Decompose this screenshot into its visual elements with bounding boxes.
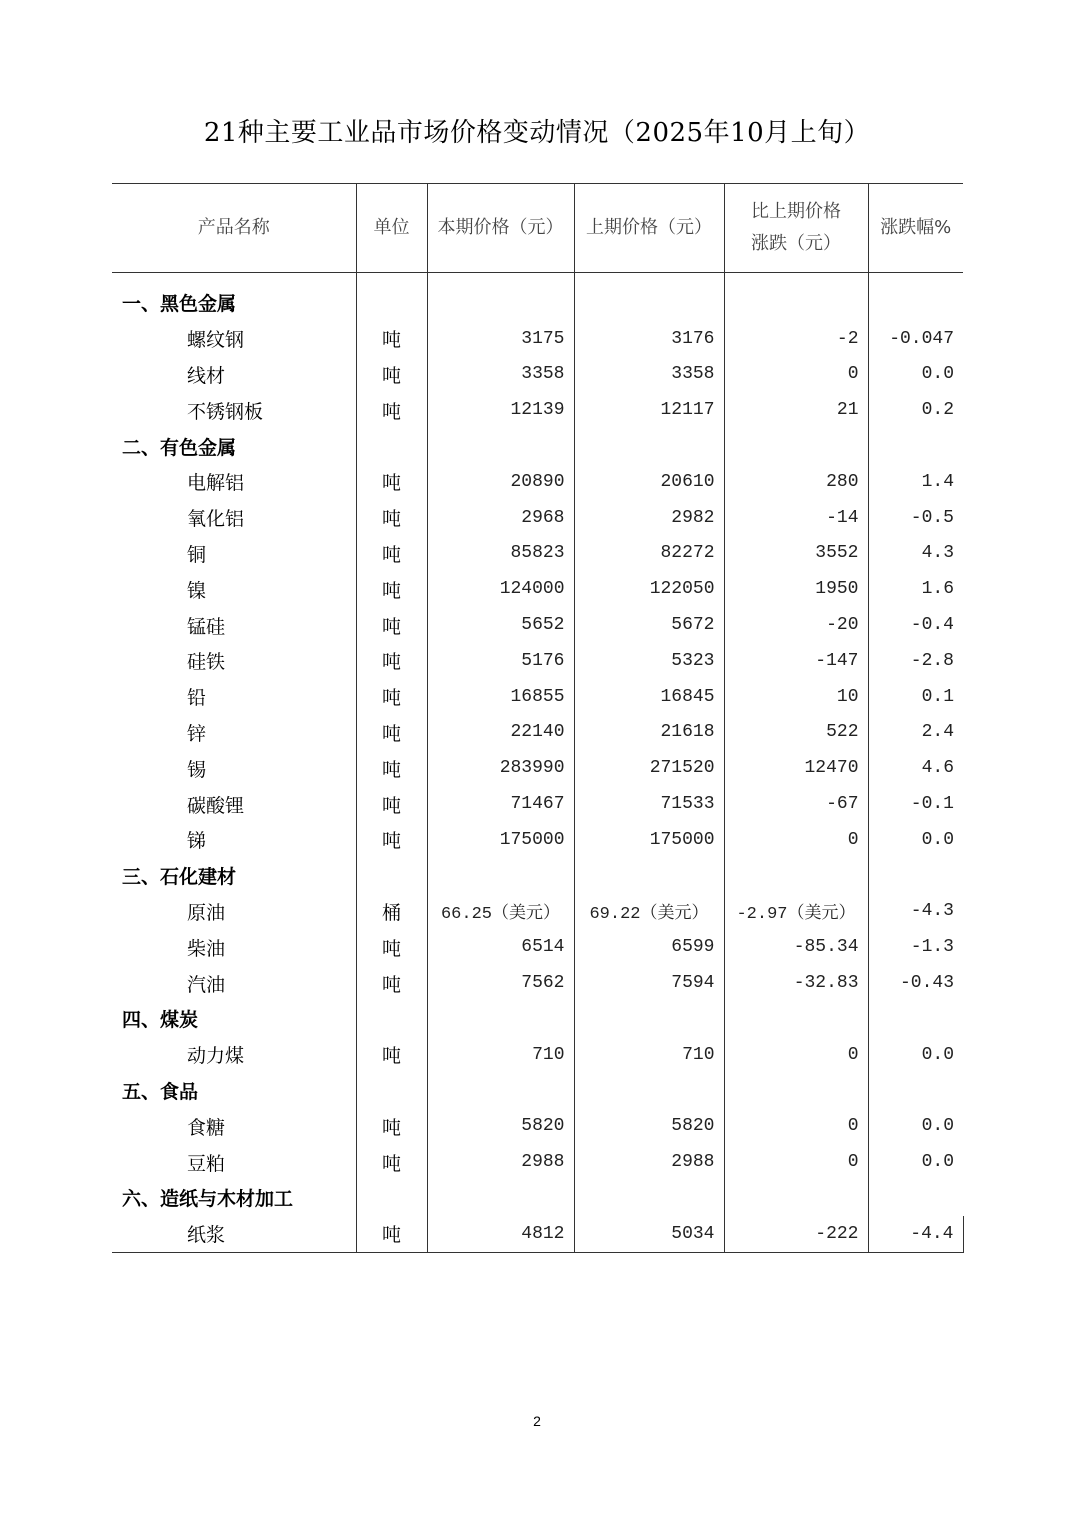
product-name: 原油 <box>187 901 226 924</box>
price-change-cell: 0 <box>724 357 868 393</box>
price-change-cell <box>724 1180 868 1216</box>
current-price-cell: 3358 <box>427 357 574 393</box>
change-percent-cell: -4.4 <box>868 1216 963 1252</box>
category-name: 一、黑色金属 <box>122 293 237 316</box>
previous-price-cell <box>574 1001 724 1037</box>
price-change-cell: -147 <box>724 643 868 679</box>
table-row <box>112 536 963 572</box>
table-header <box>112 184 963 273</box>
price-change-cell: -67 <box>724 786 868 822</box>
price-change-cell: 522 <box>724 715 868 751</box>
unit-cell: 吨 <box>356 1037 427 1073</box>
unit-cell: 吨 <box>356 500 427 536</box>
previous-price-cell: 5323 <box>574 643 724 679</box>
previous-price-cell <box>574 428 724 464</box>
category-name: 二、有色金属 <box>122 436 237 459</box>
unit-cell <box>356 1073 427 1109</box>
change-percent-cell: -0.5 <box>868 500 963 536</box>
product-name: 锑 <box>187 830 207 853</box>
table-row <box>112 1108 963 1144</box>
product-name: 豆粕 <box>187 1152 226 1175</box>
current-price-cell: 5176 <box>427 643 574 679</box>
current-price-cell: 22140 <box>427 715 574 751</box>
current-price-cell: 71467 <box>427 786 574 822</box>
unit-cell: 吨 <box>356 536 427 572</box>
product-name: 锰硅 <box>187 615 226 638</box>
unit-cell: 吨 <box>356 464 427 500</box>
table-row <box>112 1144 963 1180</box>
category-row <box>112 428 963 464</box>
current-price-cell: 7562 <box>427 965 574 1001</box>
product-name: 汽油 <box>187 973 226 996</box>
current-price-cell <box>427 428 574 464</box>
previous-price-cell: 175000 <box>574 822 724 858</box>
unit-cell: 吨 <box>356 321 427 357</box>
previous-price-cell <box>574 858 724 894</box>
unit-cell: 吨 <box>356 1144 427 1180</box>
product-name: 硅铁 <box>187 651 226 674</box>
price-change-cell: -85.34 <box>724 929 868 965</box>
product-name: 镍 <box>187 579 207 602</box>
current-price-cell <box>427 273 574 321</box>
price-change-cell: -20 <box>724 607 868 643</box>
unit-cell: 吨 <box>356 1108 427 1144</box>
table-row <box>112 571 963 607</box>
category-row <box>112 1001 963 1037</box>
change-percent-cell: -0.047 <box>868 321 963 357</box>
unit-cell: 吨 <box>356 822 427 858</box>
table-row <box>112 894 963 930</box>
price-table <box>112 183 964 1253</box>
previous-price-cell: 21618 <box>574 715 724 751</box>
previous-price-cell: 12117 <box>574 392 724 428</box>
header-previous-price: 上期价格（元） <box>574 184 724 273</box>
unit-cell <box>356 273 427 321</box>
change-percent-cell <box>868 428 963 464</box>
product-name: 锡 <box>187 758 207 781</box>
unit-cell: 吨 <box>356 357 427 393</box>
price-change-cell <box>724 1073 868 1109</box>
page-title: 21种主要工业品市场价格变动情况（2025年10月上旬） <box>203 118 871 148</box>
product-name: 锌 <box>187 722 207 745</box>
price-change-cell: -2 <box>724 321 868 357</box>
change-percent-cell <box>868 858 963 894</box>
price-change-cell: 21 <box>724 392 868 428</box>
unit-cell: 吨 <box>356 750 427 786</box>
unit-cell <box>356 1001 427 1037</box>
price-change-cell: 0 <box>724 1144 868 1180</box>
table-row <box>112 500 963 536</box>
price-change-cell: 10 <box>724 679 868 715</box>
price-change-cell: -2.97（美元） <box>724 894 868 930</box>
unit-cell: 吨 <box>356 607 427 643</box>
category-row <box>112 273 963 321</box>
change-percent-cell: 4.6 <box>868 750 963 786</box>
product-name: 动力煤 <box>187 1045 245 1068</box>
category-name: 三、石化建材 <box>122 866 237 889</box>
current-price-cell: 16855 <box>427 679 574 715</box>
previous-price-cell: 2988 <box>574 1144 724 1180</box>
table-row <box>112 822 963 858</box>
price-change-cell: 1950 <box>724 571 868 607</box>
header-unit: 单位 <box>356 184 427 273</box>
previous-price-cell: 5034 <box>574 1216 724 1252</box>
previous-price-cell: 122050 <box>574 571 724 607</box>
table-row <box>112 321 963 357</box>
current-price-cell: 6514 <box>427 929 574 965</box>
header-price-change <box>724 184 868 273</box>
price-change-cell: -14 <box>724 500 868 536</box>
table-row <box>112 750 963 786</box>
change-percent-cell: -0.1 <box>868 786 963 822</box>
previous-price-cell: 271520 <box>574 750 724 786</box>
header-product-name: 产品名称 <box>112 184 356 273</box>
current-price-cell: 85823 <box>427 536 574 572</box>
unit-cell <box>356 1180 427 1216</box>
previous-price-cell: 82272 <box>574 536 724 572</box>
product-name: 铜 <box>187 543 207 566</box>
change-percent-cell: 0.2 <box>868 392 963 428</box>
current-price-cell: 3175 <box>427 321 574 357</box>
unit-cell <box>356 858 427 894</box>
previous-price-cell: 5820 <box>574 1108 724 1144</box>
price-change-cell: 0 <box>724 1108 868 1144</box>
product-name: 线材 <box>187 364 226 387</box>
price-change-cell: 12470 <box>724 750 868 786</box>
change-percent-cell <box>868 273 963 321</box>
header-row <box>112 184 963 273</box>
change-percent-cell: 1.6 <box>868 571 963 607</box>
current-price-cell <box>427 1001 574 1037</box>
change-percent-cell: 4.3 <box>868 536 963 572</box>
current-price-cell <box>427 1180 574 1216</box>
change-percent-cell: 0.0 <box>868 357 963 393</box>
category-name: 五、食品 <box>122 1080 199 1103</box>
header-price-change-line2: 涨跌（元） <box>751 233 841 254</box>
header-change-percent: 涨跌幅% <box>868 184 963 273</box>
current-price-cell: 5652 <box>427 607 574 643</box>
previous-price-cell: 3358 <box>574 357 724 393</box>
previous-price-cell: 5672 <box>574 607 724 643</box>
previous-price-cell: 69.22（美元） <box>574 894 724 930</box>
change-percent-cell: 0.0 <box>868 1037 963 1073</box>
table-row <box>112 715 963 751</box>
change-percent-cell: -0.43 <box>868 965 963 1001</box>
change-percent-cell: 2.4 <box>868 715 963 751</box>
table-row <box>112 357 963 393</box>
previous-price-cell: 71533 <box>574 786 724 822</box>
product-name: 纸浆 <box>112 1216 356 1252</box>
unit-cell: 桶 <box>356 894 427 930</box>
current-price-cell: 175000 <box>427 822 574 858</box>
product-name: 电解铝 <box>187 472 245 495</box>
change-percent-cell: -2.8 <box>868 643 963 679</box>
unit-cell: 吨 <box>356 786 427 822</box>
category-row <box>112 1180 963 1216</box>
change-percent-cell: 1.4 <box>868 464 963 500</box>
product-name: 柴油 <box>187 937 226 960</box>
unit-cell: 吨 <box>356 929 427 965</box>
table-row <box>112 1037 963 1073</box>
table-row <box>112 607 963 643</box>
previous-price-cell <box>574 273 724 321</box>
unit-cell: 吨 <box>356 679 427 715</box>
category-name: 六、造纸与木材加工 <box>122 1188 294 1211</box>
unit-cell: 吨 <box>356 965 427 1001</box>
price-change-cell: -222 <box>724 1216 868 1252</box>
table-body <box>112 273 963 1253</box>
table-row <box>112 392 963 428</box>
current-price-cell: 5820 <box>427 1108 574 1144</box>
product-name: 铅 <box>187 687 207 710</box>
change-percent-cell <box>868 1073 963 1109</box>
header-current-price: 本期价格（元） <box>427 184 574 273</box>
previous-price-cell: 20610 <box>574 464 724 500</box>
table-row <box>112 679 963 715</box>
price-change-cell: 3552 <box>724 536 868 572</box>
price-change-cell: -32.83 <box>724 965 868 1001</box>
current-price-cell: 20890 <box>427 464 574 500</box>
change-percent-cell: 0.0 <box>868 822 963 858</box>
unit-cell: 吨 <box>356 1216 427 1252</box>
product-name: 螺纹钢 <box>187 329 245 352</box>
previous-price-cell: 16845 <box>574 679 724 715</box>
category-name: 四、煤炭 <box>122 1009 199 1032</box>
price-change-cell <box>724 858 868 894</box>
previous-price-cell: 710 <box>574 1037 724 1073</box>
table-row <box>112 786 963 822</box>
previous-price-cell: 2982 <box>574 500 724 536</box>
category-row <box>112 1073 963 1109</box>
unit-cell: 吨 <box>356 392 427 428</box>
change-percent-cell: 0.0 <box>868 1108 963 1144</box>
previous-price-cell: 6599 <box>574 929 724 965</box>
unit-cell <box>356 428 427 464</box>
change-percent-cell: 0.0 <box>868 1144 963 1180</box>
previous-price-cell <box>574 1180 724 1216</box>
product-name: 氧化铝 <box>187 508 245 531</box>
current-price-cell <box>427 1073 574 1109</box>
current-price-cell: 12139 <box>427 392 574 428</box>
page-number: 2 <box>533 1413 541 1429</box>
price-change-cell <box>724 428 868 464</box>
change-percent-cell <box>868 1001 963 1037</box>
previous-price-cell: 7594 <box>574 965 724 1001</box>
current-price-cell: 283990 <box>427 750 574 786</box>
change-percent-cell: -4.3 <box>868 894 963 930</box>
previous-price-cell <box>574 1073 724 1109</box>
unit-cell: 吨 <box>356 643 427 679</box>
previous-price-cell: 3176 <box>574 321 724 357</box>
current-price-cell: 124000 <box>427 571 574 607</box>
table-row <box>112 1216 963 1252</box>
table-row <box>112 965 963 1001</box>
price-change-cell <box>724 1001 868 1037</box>
unit-cell: 吨 <box>356 715 427 751</box>
price-change-cell: 0 <box>724 822 868 858</box>
change-percent-cell: -1.3 <box>868 929 963 965</box>
table-row <box>112 929 963 965</box>
current-price-cell: 2988 <box>427 1144 574 1180</box>
price-change-cell: 280 <box>724 464 868 500</box>
current-price-cell: 66.25（美元） <box>427 894 574 930</box>
current-price-cell <box>427 858 574 894</box>
current-price-cell: 2968 <box>427 500 574 536</box>
change-percent-cell: 0.1 <box>868 679 963 715</box>
current-price-cell: 4812 <box>427 1216 574 1252</box>
unit-cell: 吨 <box>356 571 427 607</box>
product-name: 食糖 <box>187 1116 226 1139</box>
current-price-cell: 710 <box>427 1037 574 1073</box>
category-row <box>112 858 963 894</box>
header-price-change-line1: 比上期价格 <box>751 201 841 222</box>
price-change-cell: 0 <box>724 1037 868 1073</box>
change-percent-cell: -0.4 <box>868 607 963 643</box>
product-name: 碳酸锂 <box>187 794 245 817</box>
price-change-cell <box>724 273 868 321</box>
table-row <box>112 643 963 679</box>
table-row <box>112 464 963 500</box>
product-name: 不锈钢板 <box>187 400 264 423</box>
change-percent-cell <box>868 1180 963 1216</box>
